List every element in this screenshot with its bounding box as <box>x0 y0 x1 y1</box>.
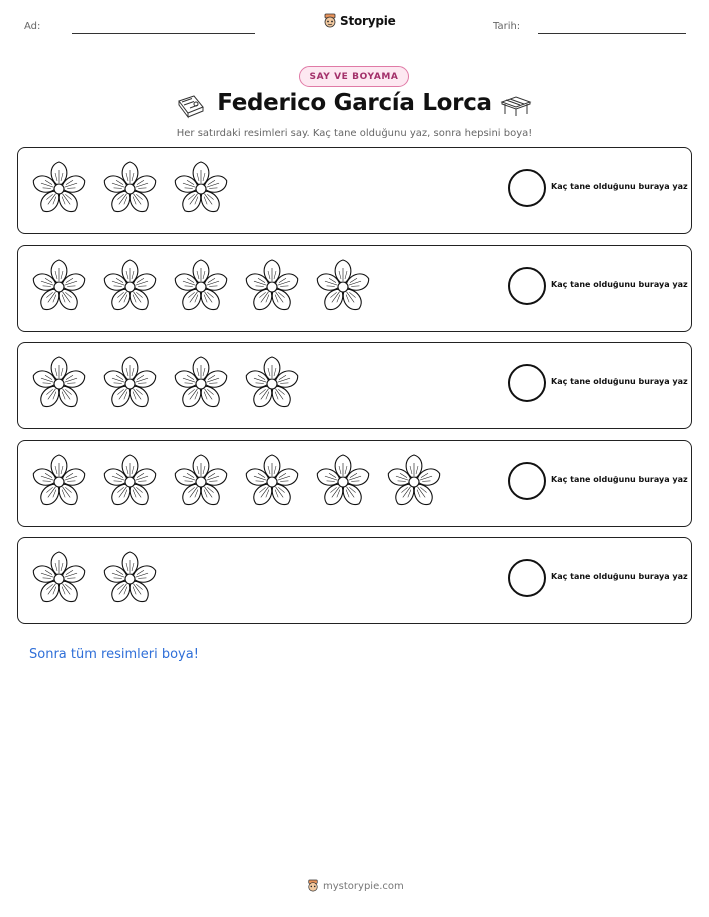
flower-icon[interactable] <box>384 452 444 512</box>
flower-icon[interactable] <box>242 257 302 317</box>
flower-icon[interactable] <box>171 452 231 512</box>
flower-icon[interactable] <box>171 354 231 414</box>
brand-name: Storypie <box>340 14 396 28</box>
answer-circle[interactable] <box>508 559 546 597</box>
answer-label: Kaç tane olduğunu buraya yaz <box>551 182 688 191</box>
brand-logo <box>323 13 396 29</box>
answer-label: Kaç tane olduğunu buraya yaz <box>551 280 688 289</box>
flower-icon[interactable] <box>242 354 302 414</box>
page-title: Federico García Lorca <box>217 90 492 116</box>
flower-icon[interactable] <box>29 354 89 414</box>
flower-icon[interactable] <box>100 257 160 317</box>
flower-icon[interactable] <box>242 452 302 512</box>
date-field[interactable] <box>538 33 686 34</box>
date-label: Tarih: <box>493 21 521 32</box>
answer-label: Kaç tane olduğunu buraya yaz <box>551 475 688 484</box>
answer-circle[interactable] <box>508 169 546 207</box>
answer-label: Kaç tane olduğunu buraya yaz <box>551 377 688 386</box>
flower-icon[interactable] <box>100 354 160 414</box>
table-icon <box>500 95 532 117</box>
count-row <box>17 440 692 527</box>
flower-icon[interactable] <box>29 159 89 219</box>
activity-badge: SAY VE BOYAMA <box>299 66 409 87</box>
count-row <box>17 342 692 429</box>
flower-icon[interactable] <box>29 452 89 512</box>
footer <box>307 879 404 893</box>
flower-icon[interactable] <box>29 257 89 317</box>
answer-label: Kaç tane olduğunu buraya yaz <box>551 572 688 581</box>
answer-circle[interactable] <box>508 364 546 402</box>
answer-circle[interactable] <box>508 267 546 305</box>
count-row <box>17 537 692 624</box>
name-label: Ad: <box>24 21 41 32</box>
footer-url[interactable]: mystorypie.com <box>323 880 404 892</box>
flower-icon[interactable] <box>313 257 373 317</box>
name-field[interactable] <box>72 33 255 34</box>
count-row <box>17 147 692 234</box>
flower-icon[interactable] <box>29 549 89 609</box>
coloring-instruction: Sonra tüm resimleri boya! <box>29 647 199 662</box>
instructions-subtitle: Her satırdaki resimleri say. Kaç tane olduğunu yaz, sonra hepsini boya! <box>176 128 533 139</box>
answer-circle[interactable] <box>508 462 546 500</box>
flower-icon[interactable] <box>313 452 373 512</box>
flower-icon[interactable] <box>171 257 231 317</box>
flower-icon[interactable] <box>171 159 231 219</box>
storypie-mascot-icon <box>323 13 337 29</box>
storypie-mascot-icon <box>307 879 319 893</box>
count-row <box>17 245 692 332</box>
flower-icon[interactable] <box>100 159 160 219</box>
flower-icon[interactable] <box>100 549 160 609</box>
flower-icon[interactable] <box>100 452 160 512</box>
